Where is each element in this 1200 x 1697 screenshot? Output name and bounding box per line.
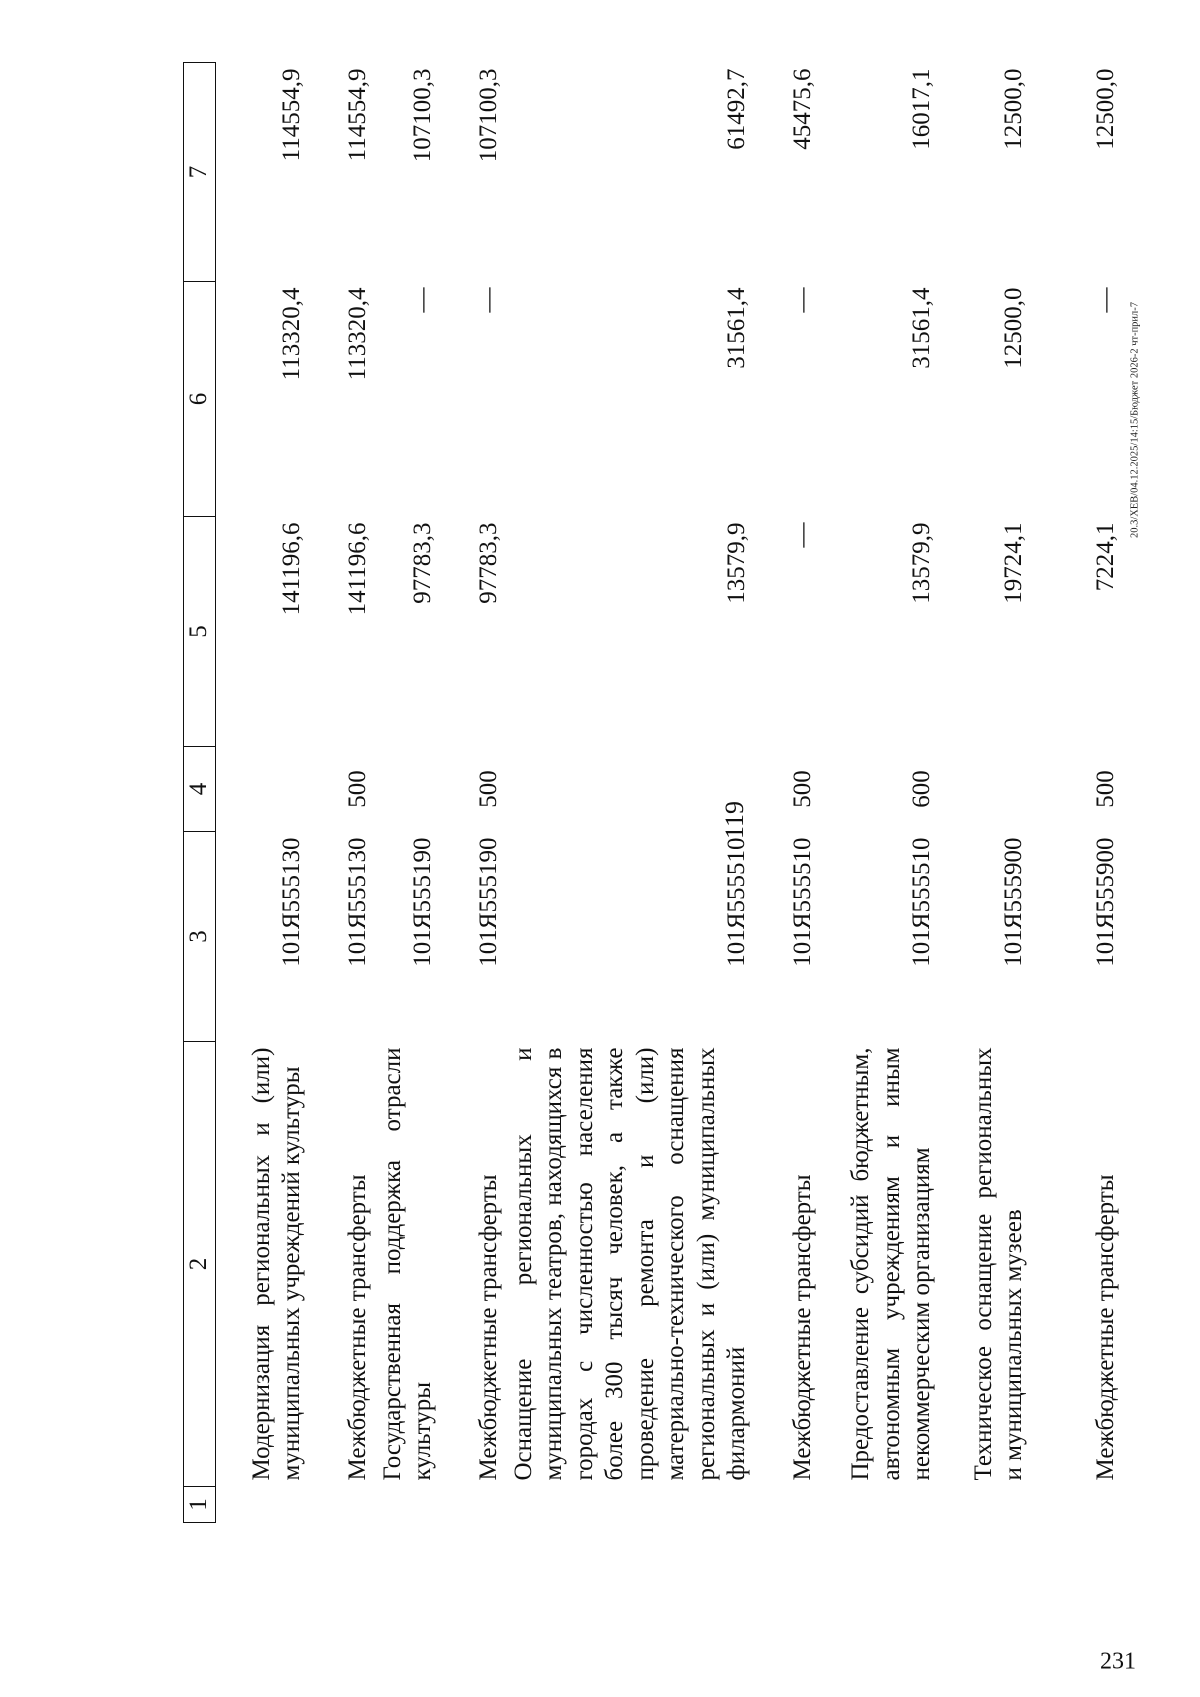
target-article-cell: 101Я555190 (409, 837, 436, 967)
amount-col7-cell: 12500,0 (1000, 68, 1027, 150)
amount-col5-cell: 141196,6 (278, 522, 305, 616)
row-number-cell (308, 1487, 374, 1523)
target-article-cell: 101Я555900 (1000, 837, 1027, 967)
amount-col7-cell: 107100,3 (475, 68, 502, 163)
amount-col7-cell: 16017,1 (908, 68, 935, 150)
row-number-cell (215, 1487, 308, 1523)
amount-col7-cell: 107100,3 (409, 68, 436, 163)
target-article-cell: 101Я555510 (789, 837, 816, 967)
table-row (753, 63, 819, 1523)
amount-col5-cell: 97783,3 (475, 522, 502, 604)
budget-table (183, 62, 1122, 1523)
column-header-6: 6 (184, 282, 216, 517)
target-article-cell: 101Я555130 (278, 837, 305, 967)
target-article-cell: 101Я555190 (475, 837, 502, 967)
table-row (439, 63, 505, 1523)
table-row (938, 63, 1030, 1523)
item-name-cell: Предоставление субсидий бюджетным, автономным учреждениям и иным некоммерческим организациям (847, 1047, 935, 1481)
amount-col6-cell: — (409, 287, 436, 313)
column-header-3: 3 (184, 832, 216, 1042)
expense-type-cell: 500 (789, 770, 816, 808)
table-row (374, 63, 439, 1523)
amount-col7-cell: 61492,7 (723, 68, 750, 150)
amount-col6-cell: — (1092, 287, 1119, 313)
amount-col6-cell: 12500,0 (1000, 287, 1027, 369)
amount-col5-cell: 19724,1 (1000, 522, 1027, 604)
amount-col6-cell: — (475, 287, 502, 313)
amount-col6-cell: — (789, 287, 816, 313)
amount-col6-cell: 113320,4 (344, 287, 371, 381)
row-number-cell (819, 1487, 938, 1523)
item-name-cell: Техническое оснащение региональных и муниципальных музеев (969, 1047, 1027, 1481)
amount-col5-cell: 7224,1 (1092, 522, 1119, 592)
expense-type-cell: 500 (1092, 770, 1119, 808)
table-row (819, 63, 938, 1523)
row-number-cell (374, 1487, 439, 1523)
page-number-bottom: 231 (1100, 1648, 1136, 1675)
target-article-cell: 101Я555900 (1092, 837, 1119, 967)
amount-col5-cell: 13579,9 (908, 522, 935, 604)
expense-type-cell (374, 747, 439, 832)
target-article-cell: 101Я555130 (344, 837, 371, 967)
table-row (1030, 63, 1122, 1523)
column-header-4: 4 (184, 747, 216, 832)
amount-col5-cell: 97783,3 (409, 522, 436, 604)
expense-type-cell: 500 (344, 770, 371, 808)
expense-type-cell: 600 (908, 770, 935, 808)
item-name-cell: Государственная поддержка отрасли культуры (378, 1047, 436, 1481)
amount-col7-cell: 114554,9 (278, 68, 305, 162)
column-header-2: 2 (184, 1042, 216, 1487)
row-number-cell (1030, 1487, 1122, 1523)
amount-col6-cell: 31561,4 (723, 287, 750, 369)
amount-col5-cell: 13579,9 (723, 522, 750, 604)
item-name-cell: Оснащение региональных и муниципальных театров, находящихся в городах с численностью населения более 300 тысяч человек, а также проведение ремонта и (или) материально-технического оснащения региональных и (или) муниципальных филармоний (509, 1047, 750, 1481)
row-number-cell (439, 1487, 505, 1523)
column-header-7: 7 (184, 63, 216, 282)
amount-col5-cell: — (789, 522, 816, 548)
target-article-cell: 101Я555510 (723, 837, 750, 967)
amount-col6-cell: 31561,4 (908, 287, 935, 369)
page-number-top: 119 (720, 800, 749, 840)
budget-table-rotated (183, 63, 1119, 1523)
column-header-5: 5 (184, 517, 216, 747)
table-row (215, 63, 308, 1523)
item-name-cell: Модернизация региональных и (или) муниципальных учреждений культуры (247, 1047, 305, 1481)
table-row (308, 63, 374, 1523)
expense-type-cell (938, 747, 1030, 832)
expense-type-cell (215, 747, 308, 832)
table-header-row (184, 63, 216, 1523)
amount-col7-cell: 114554,9 (344, 68, 371, 162)
row-number-cell (505, 1487, 753, 1523)
item-name-cell: Межбюджетные трансферты (1092, 1174, 1119, 1481)
target-article-cell: 101Я555510 (908, 837, 935, 967)
table-row (505, 63, 753, 1523)
expense-type-cell (505, 747, 753, 832)
column-header-1: 1 (184, 1487, 216, 1523)
amount-col5-cell: 141196,6 (344, 522, 371, 616)
amount-col7-cell: 45475,6 (789, 68, 816, 150)
item-name-cell: Межбюджетные трансферты (344, 1174, 371, 1481)
row-number-cell (938, 1487, 1030, 1523)
document-footer-code: 20.3/ХЕВ/04.12.2025/14:15/Бюджет 2026-2 чт-прил-7 (1129, 301, 1141, 539)
item-name-cell: Межбюджетные трансферты (475, 1174, 502, 1481)
expense-type-cell: 500 (475, 770, 502, 808)
amount-col6-cell: 113320,4 (278, 287, 305, 381)
row-number-cell (753, 1487, 819, 1523)
amount-col7-cell: 12500,0 (1092, 68, 1119, 150)
item-name-cell: Межбюджетные трансферты (789, 1174, 816, 1481)
